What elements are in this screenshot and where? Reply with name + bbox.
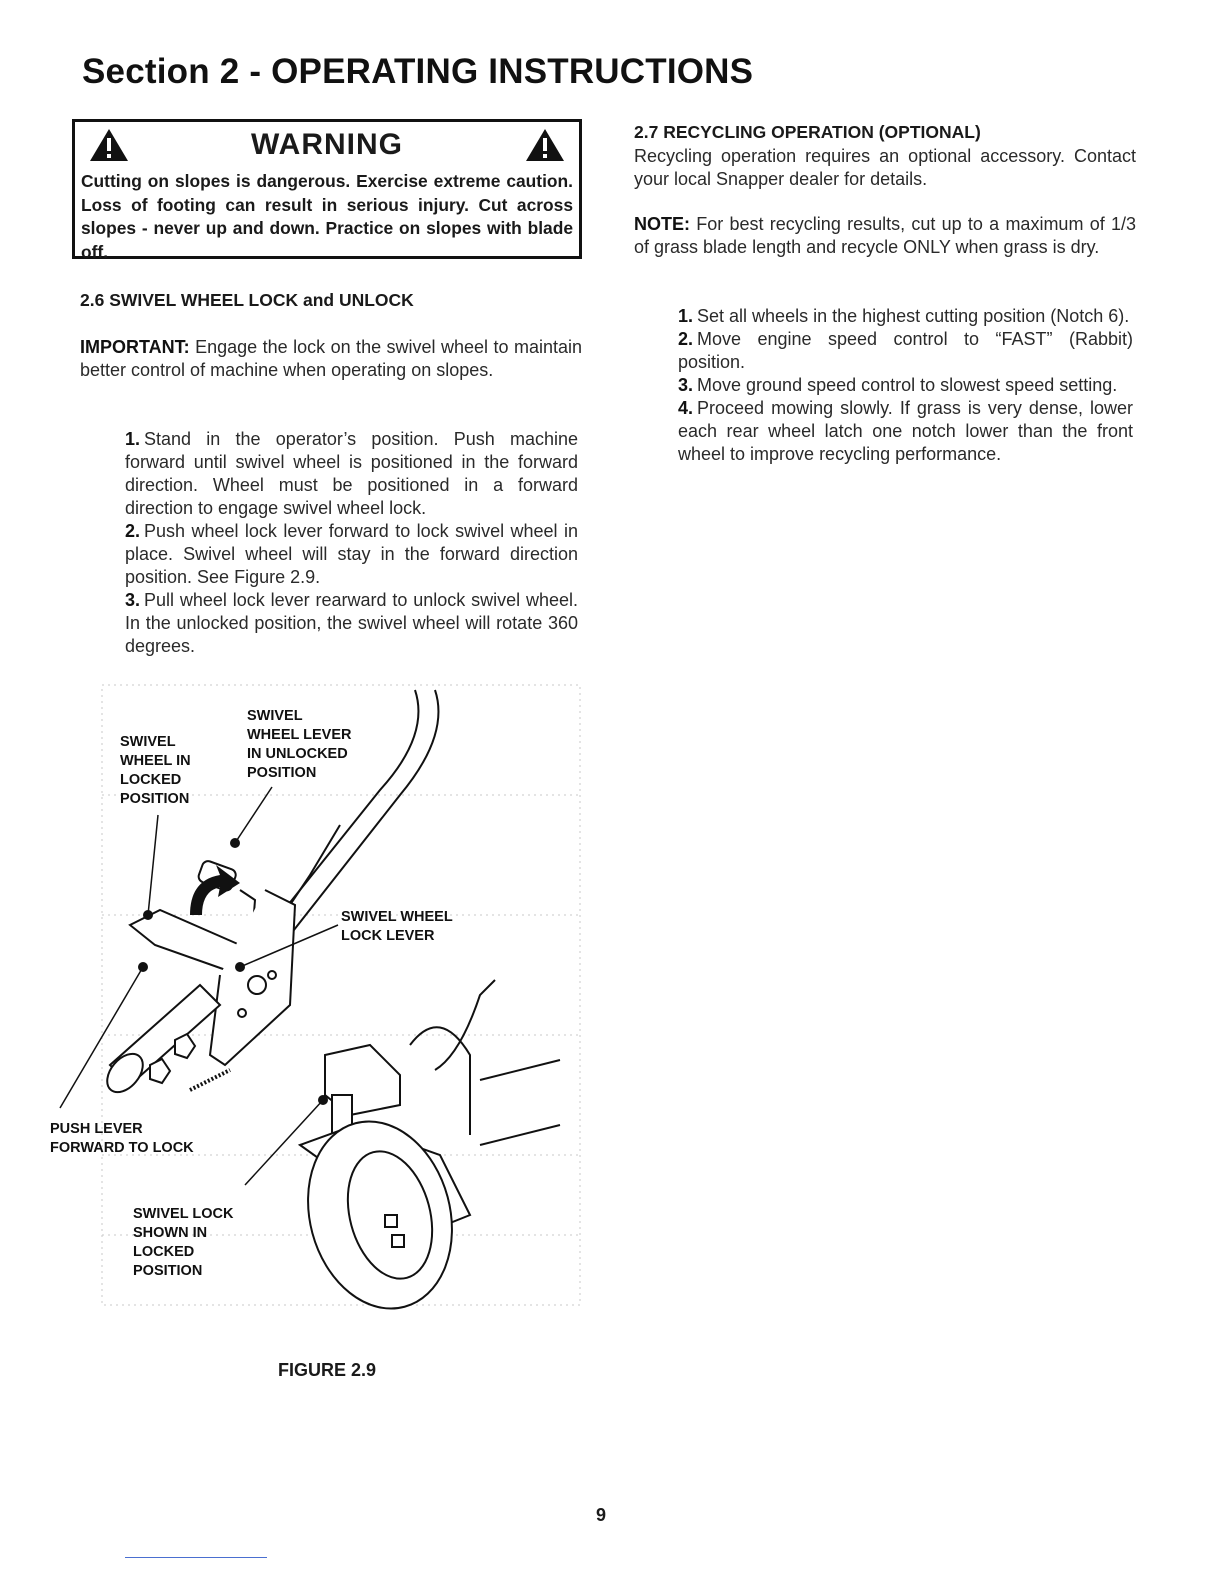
recycling-intro: Recycling operation requires an optional accessory. Contact your local Snapper dealer for details. — [634, 146, 1136, 189]
list-item: 1. Stand in the operator’s position. Push machine forward until swivel wheel is positioned in the forward direction. Wheel must be positioned in a forward direction to engage swivel wheel lock. — [125, 429, 578, 518]
page-title: Section 2 - OPERATING INSTRUCTIONS — [82, 52, 754, 91]
warning-box — [72, 119, 582, 262]
warning-text: Cutting on slopes is dangerous. Exercise extreme caution. Loss of footing can result in serious injury. Cut across slopes - never up and down. Practice on slopes with blade off. — [81, 171, 573, 262]
list-item: 2. Move engine speed control to “FAST” (Rabbit) position. — [678, 329, 1133, 372]
recycling-steps-list — [678, 305, 1133, 466]
caster-wheel — [288, 980, 560, 1315]
important-text: Engage the lock on the swivel wheel to maintain better control of machine when operating on slopes. — [80, 337, 582, 380]
label-swivel-wheel-lock-lever: SWIVEL WHEEL LOCK LEVER — [341, 909, 453, 944]
section-2-6-heading: 2.6 SWIVEL WHEEL LOCK and UNLOCK — [80, 290, 414, 310]
figure-2-9-illustration — [40, 675, 600, 1315]
list-item: 3. Pull wheel lock lever rearward to unlock swivel wheel. In the unlocked position, the swivel wheel will rotate 360 degrees. — [125, 590, 578, 656]
list-item: 3. Move ground speed control to slowest speed setting. — [678, 375, 1118, 395]
important-paragraph — [80, 336, 582, 382]
label-push-lever: PUSH LEVER FORWARD TO LOCK — [50, 1121, 194, 1156]
note-text: For best recycling results, cut up to a maximum of 1/3 of grass blade length and recycle ONLY when grass is dry. — [634, 214, 1136, 257]
list-item: 4. Proceed mowing slowly. If grass is very dense, lower each rear wheel latch one notch lower than the front wheel to improve recycling performance. — [678, 398, 1133, 464]
list-item: 1. Set all wheels in the highest cutting position (Notch 6). — [678, 306, 1130, 326]
axle — [100, 985, 230, 1099]
footer-rule — [125, 1557, 267, 1558]
warning-triangle-icon — [525, 128, 565, 162]
note-label: NOTE: — [634, 214, 690, 234]
label-swivel-wheel-locked: SWIVEL WHEEL IN LOCKED POSITION — [120, 734, 191, 807]
note-paragraph — [634, 213, 1136, 259]
label-swivel-lock-shown: SWIVEL LOCK SHOWN IN LOCKED POSITION — [133, 1206, 234, 1279]
section-2-7-heading: 2.7 RECYCLING OPERATION (OPTIONAL) — [634, 122, 981, 142]
warning-title: WARNING — [251, 128, 403, 161]
list-item: 2. Push wheel lock lever forward to lock swivel wheel in place. Swivel wheel will stay in the forward direction position. See Figure 2.9. — [125, 521, 578, 587]
warning-header — [81, 122, 573, 170]
figure-caption: FIGURE 2.9 — [278, 1360, 377, 1380]
label-swivel-lever-unlocked: SWIVEL WHEEL LEVER IN UNLOCKED POSITION — [247, 708, 352, 781]
swivel-steps-list — [125, 428, 578, 658]
important-label: IMPORTANT: — [80, 337, 190, 357]
page-number: 9 — [596, 1505, 607, 1525]
